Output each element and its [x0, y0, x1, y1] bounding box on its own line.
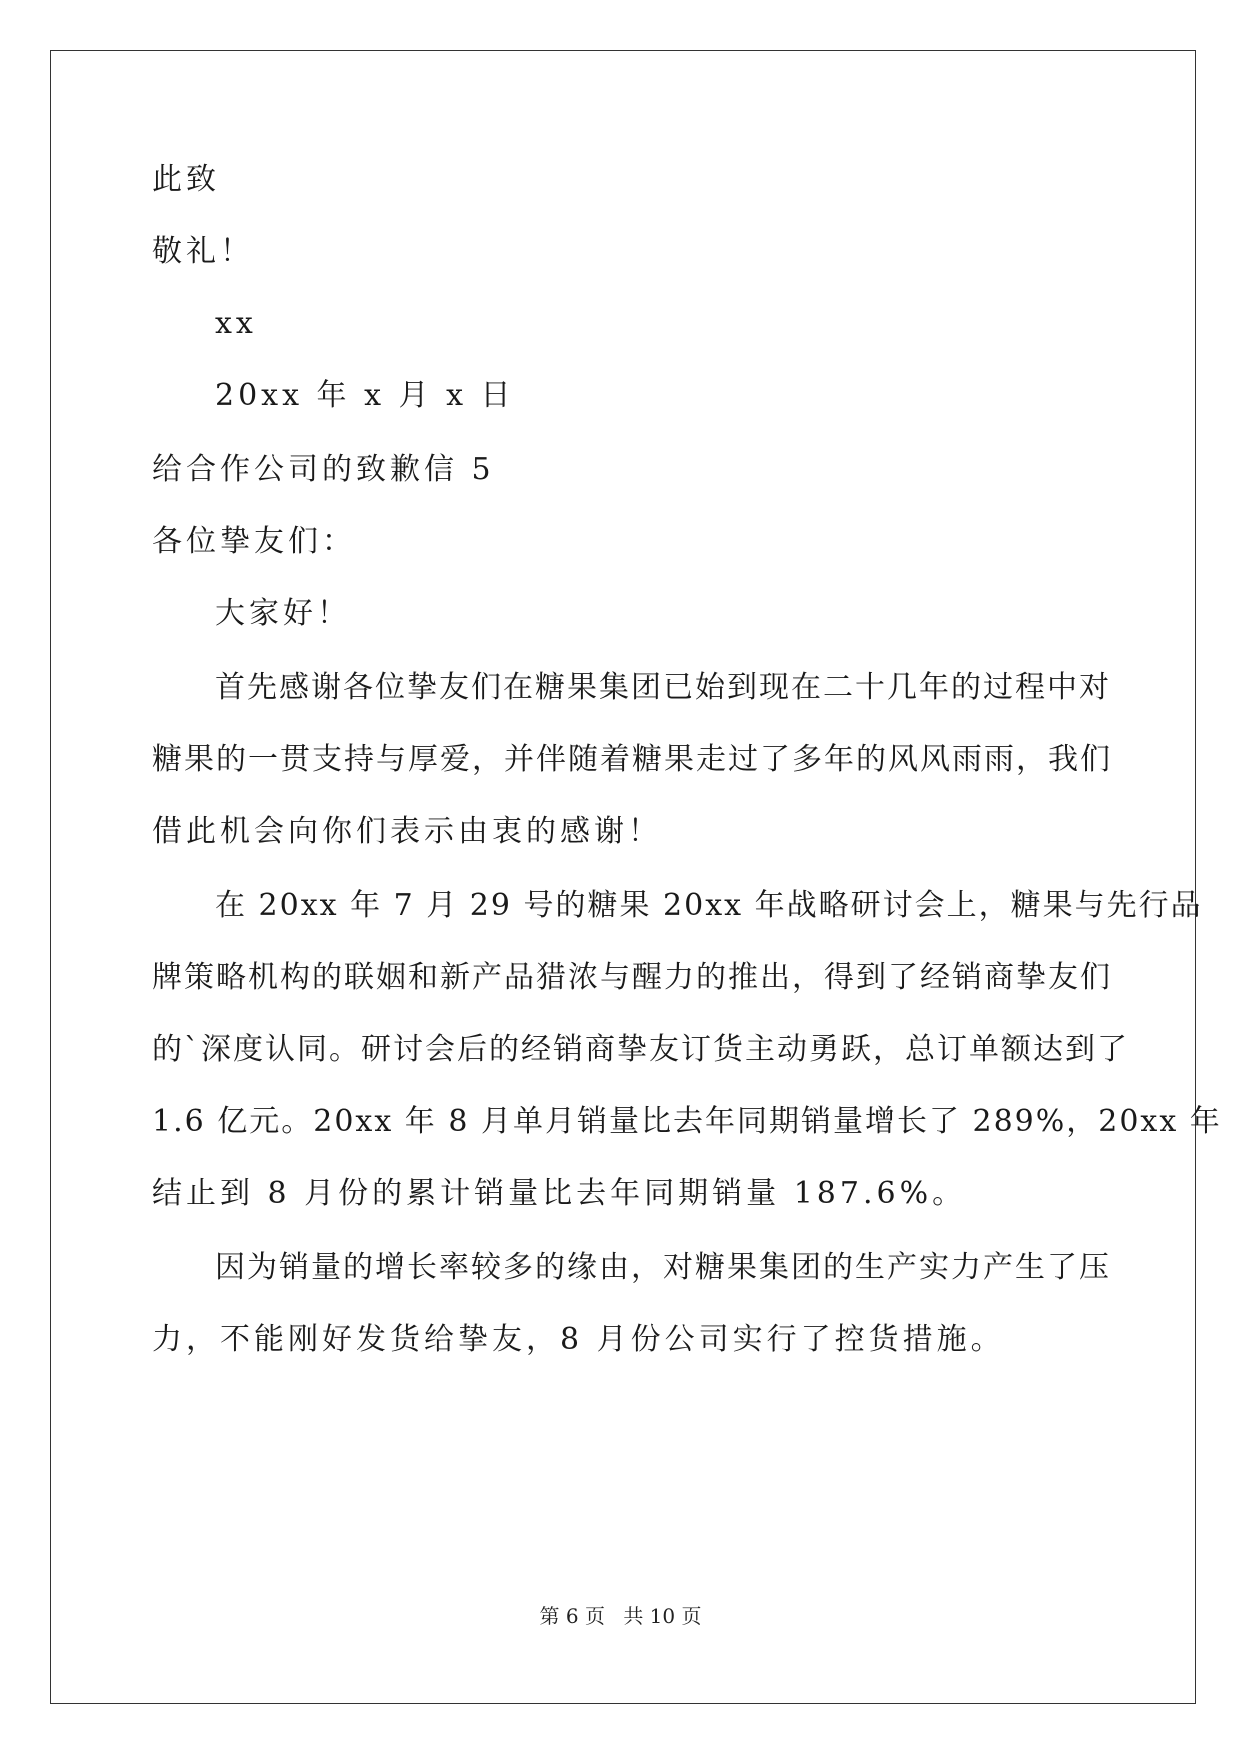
- greeting: 大家好！: [215, 596, 351, 631]
- closing-line-2: 敬礼！: [152, 234, 254, 269]
- paragraph-line: 1.6 亿元。20xx 年 8 月单月销量比去年同期销量增长了 289%，20xx 年: [152, 1104, 1222, 1139]
- paragraph-line: 糖果的一贯支持与厚爱，并伴随着糖果走过了多年的风风雨雨，我们: [152, 742, 1112, 777]
- paragraph-line: 牌策略机构的联姻和新产品猎浓与醒力的推出，得到了经销商挚友们: [152, 960, 1112, 995]
- paragraph-line: 首先感谢各位挚友们在糖果集团已始到现在二十几年的过程中对: [215, 670, 1111, 705]
- paragraph-line: 因为销量的增长率较多的缘由，对糖果集团的生产实力产生了压: [215, 1250, 1111, 1285]
- paragraph-line: 的`深度认同。研讨会后的经销商挚友订货主动勇跃，总订单额达到了: [152, 1032, 1129, 1067]
- page-border: [50, 50, 1222, 1704]
- salutation: 各位挚友们：: [152, 524, 356, 559]
- closing-line-1: 此致: [152, 162, 220, 197]
- signature: xx: [215, 306, 257, 341]
- letter-date: 20xx 年 x 月 x 日: [215, 378, 515, 413]
- page-total: 共 10 页: [623, 1604, 702, 1628]
- paragraph-line: 结止到 8 月份的累计销量比去年同期销量 187.6%。: [152, 1176, 967, 1211]
- paragraph-line: 借此机会向你们表示由衷的感谢！: [152, 814, 662, 849]
- paragraph-line: 在 20xx 年 7 月 29 号的糖果 20xx 年战略研讨会上，糖果与先行品: [215, 888, 1203, 923]
- section-title: 给合作公司的致歉信 5: [152, 452, 495, 487]
- page-number: 第 6 页: [539, 1604, 605, 1628]
- page-footer: [0, 1602, 1241, 1630]
- paragraph-line: 力，不能刚好发货给挚友，8 月份公司实行了控货措施。: [152, 1322, 1005, 1357]
